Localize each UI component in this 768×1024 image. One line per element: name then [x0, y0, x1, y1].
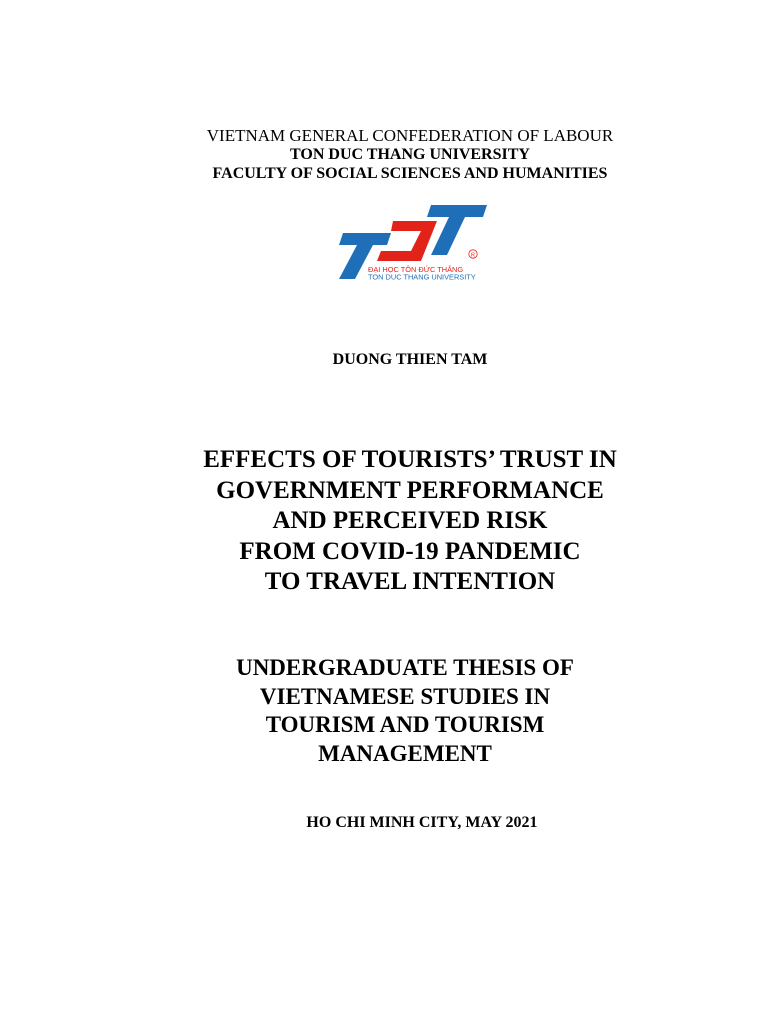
thesis-title	[26, 445, 768, 598]
logo-text-vietnamese: ĐẠI HỌC TÔN ĐỨC THẮNG	[368, 265, 464, 274]
title-line: GOVERNMENT PERFORMANCE	[216, 476, 604, 504]
confederation-heading: VIETNAM GENERAL CONFEDERATION OF LABOUR	[206, 126, 614, 145]
logo-text-english: TON DUC THANG UNIVERSITY	[368, 272, 476, 282]
thesis-subtitle	[21, 654, 768, 768]
title-line: AND PERCEIVED RISK	[272, 507, 548, 534]
place-and-date: HO CHI MINH CITY, MAY 2021	[306, 814, 538, 831]
author-name: DUONG THIEN TAM	[332, 351, 488, 368]
title-line: FROM COVID-19 PANDEMIC	[239, 537, 581, 565]
subtitle-line: MANAGEMENT	[318, 740, 492, 766]
subtitle-line: VIETNAMESE STUDIES IN	[259, 683, 551, 709]
university-heading: TON DUC THANG UNIVERSITY	[290, 146, 530, 163]
subtitle-line: UNDERGRADUATE THESIS OF	[236, 655, 574, 680]
title-line: TO TRAVEL INTENTION	[264, 568, 556, 595]
svg-text:R: R	[471, 252, 475, 259]
tdt-university-logo	[333, 203, 488, 283]
faculty-heading: FACULTY OF SOCIAL SCIENCES AND HUMANITIES	[212, 165, 608, 182]
logo-letter-t-right	[427, 205, 487, 255]
title-line: EFFECTS OF TOURISTS’ TRUST IN	[203, 446, 617, 473]
subtitle-line: TOURISM AND TOURISM	[265, 712, 545, 737]
